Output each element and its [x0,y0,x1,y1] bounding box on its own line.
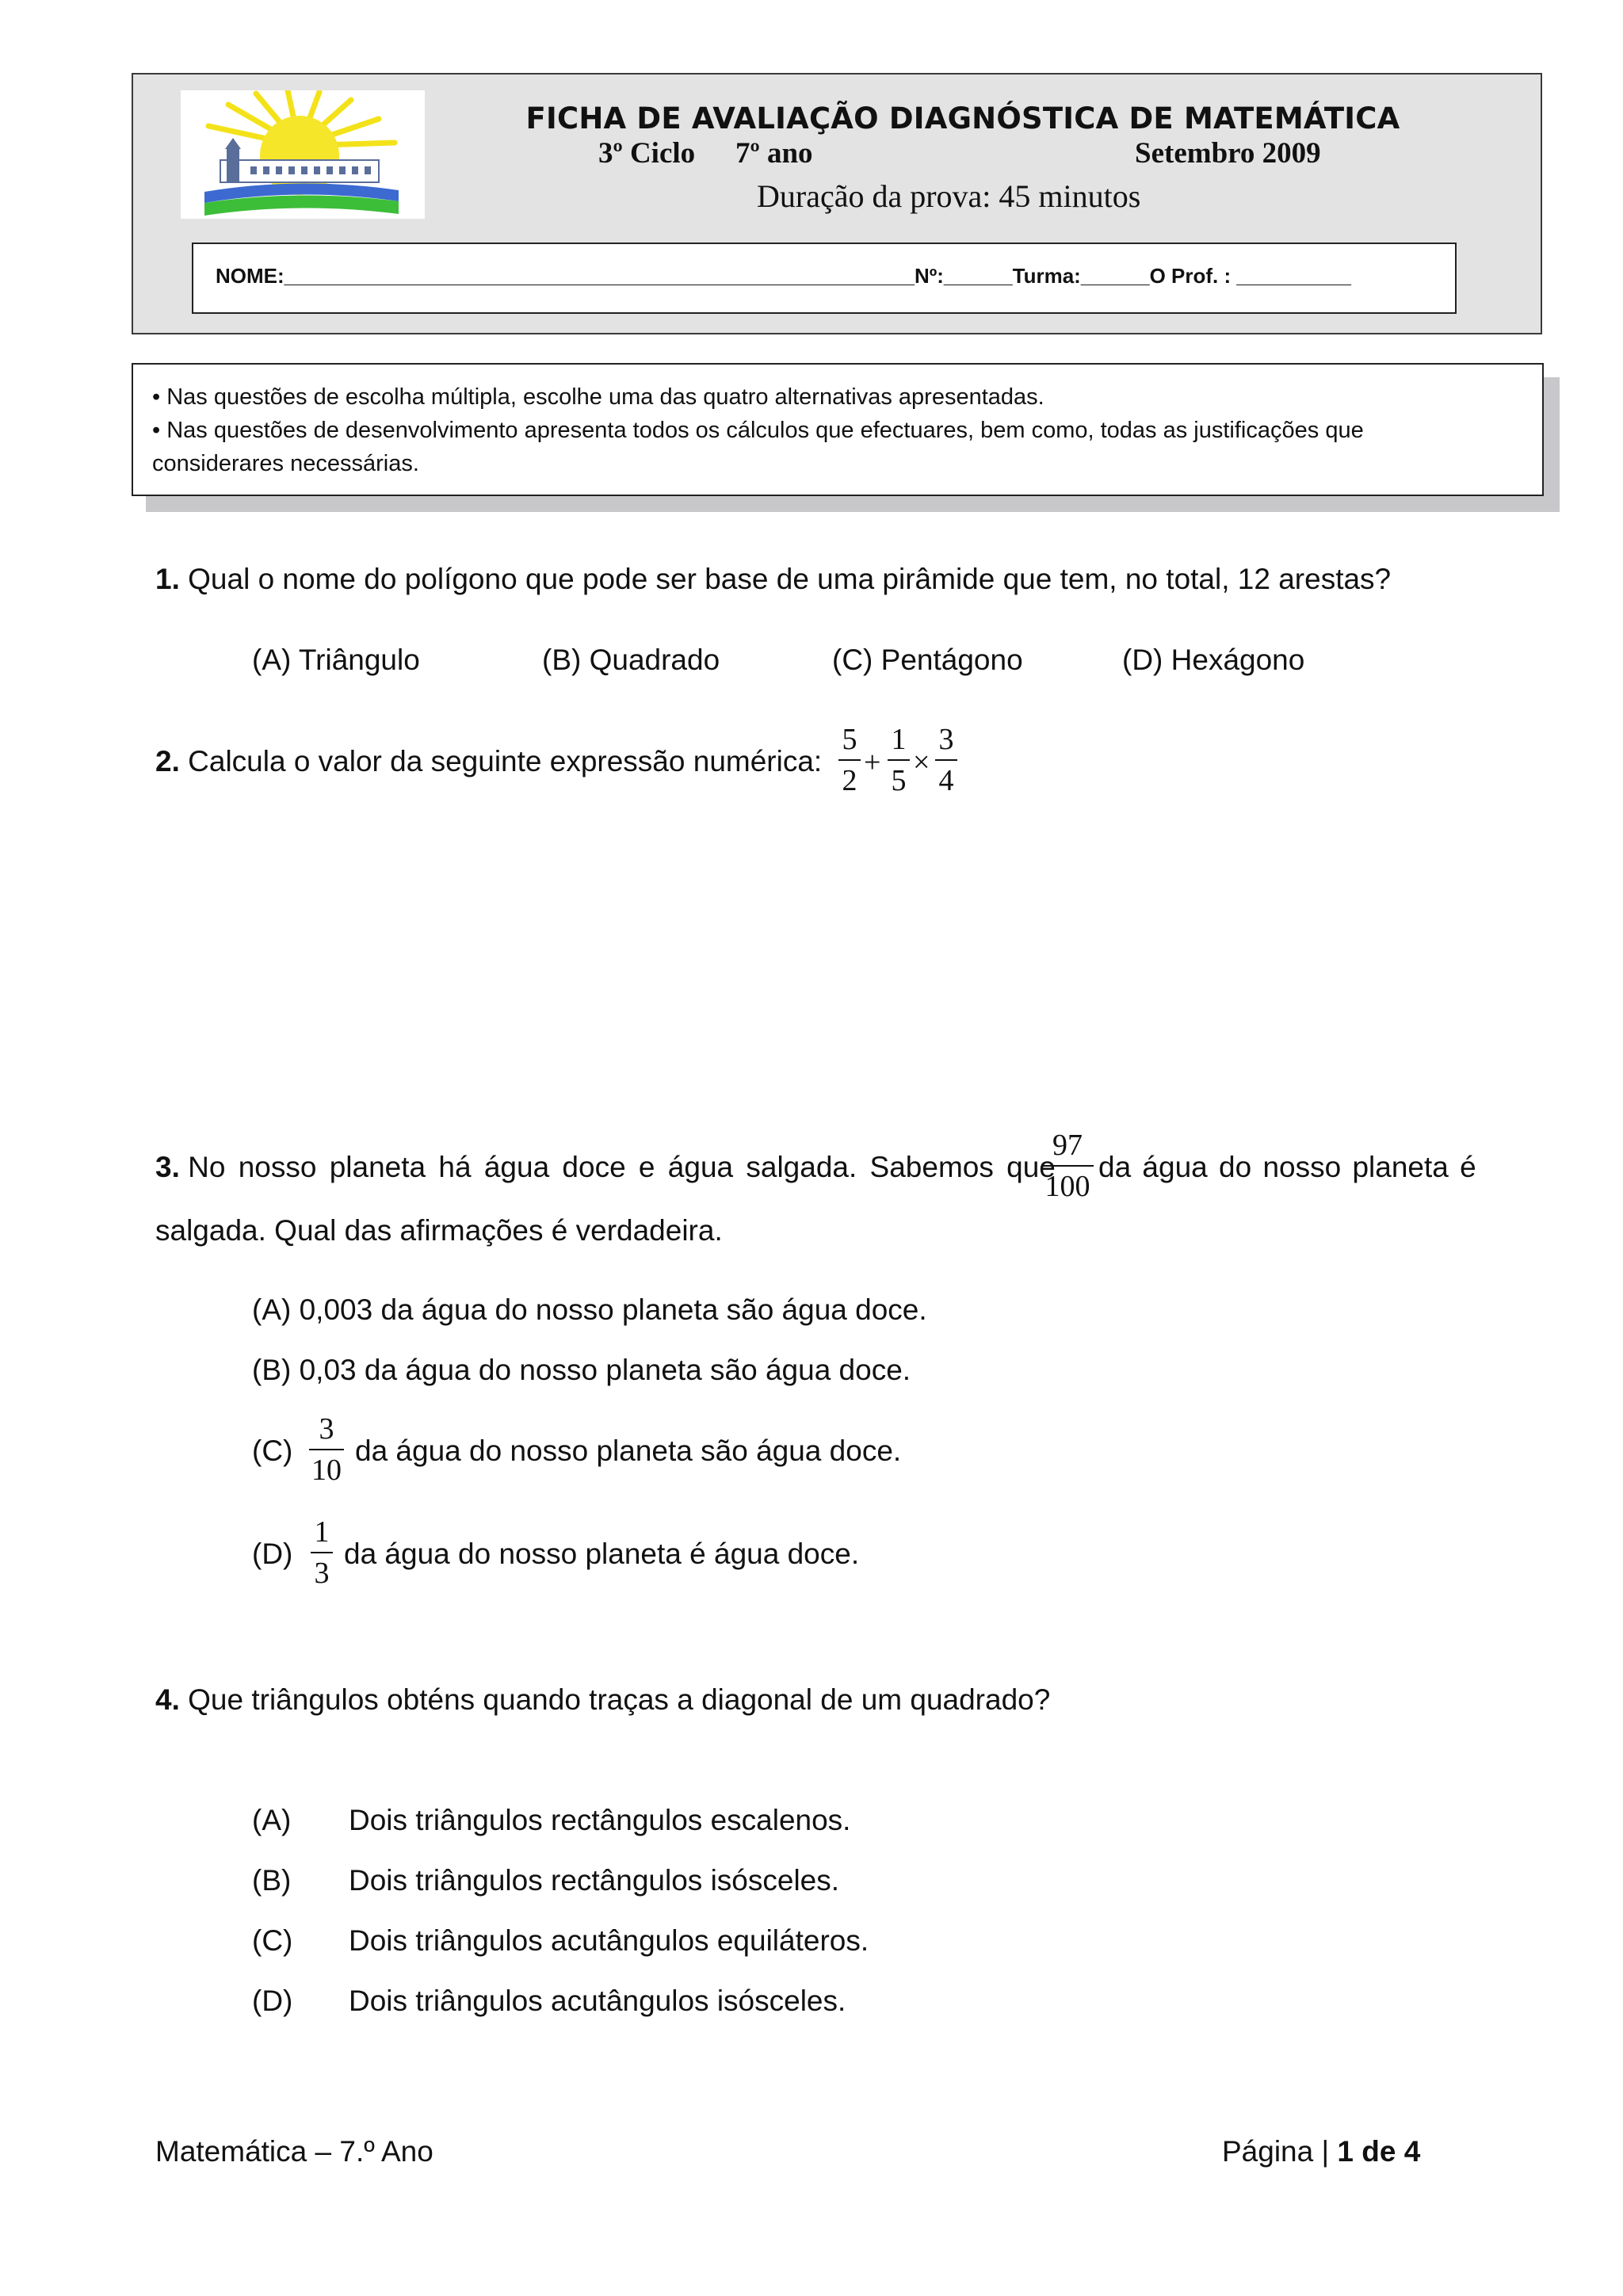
exam-date: Setembro 2009 [1135,137,1321,170]
q4-option-c-text: Dois triângulos acutângulos equiláteros. [349,1924,869,1957]
denominator: 2 [842,764,857,797]
school-cycle: 3º Ciclo [598,137,696,170]
instruction-line: considerares necessárias. [152,451,419,476]
q3-option-d-text: da água do nosso planeta é água doce. [344,1538,860,1570]
question-text-continued: da água do nosso planeta é [1098,1151,1476,1183]
question-number: 1. [155,563,180,595]
question-4 [155,1683,1050,1717]
denominator: 100 [1044,1170,1090,1203]
question-number: 4. [155,1683,180,1716]
instruction-line: • Nas questões de escolha múltipla, escolhe uma das quatro alternativas apresentadas. [152,384,1044,410]
times-operator: × [913,746,930,779]
footer-subject: Matemática – 7.º Ano [155,2135,433,2168]
q4-option-b-text: Dois triângulos rectângulos isósceles. [349,1864,840,1897]
numerator: 1 [888,724,910,761]
q3-option-d-fraction [311,1517,333,1588]
question-text: No nosso planeta há água doce e água salgada. Sabemos que [188,1151,1056,1183]
q1-option-d[interactable]: (D) Hexágono [1122,644,1305,676]
footer-page-count: 1 de 4 [1337,2135,1421,2168]
question-number: 2. [155,745,180,777]
question-text: Qual o nome do polígono que pode ser base de uma pirâmide que tem, no total, 12 arestas? [188,563,1392,595]
denominator: 4 [938,764,954,797]
question-text: Que triângulos obténs quando traças a diagonal de um quadrado? [188,1683,1051,1716]
student-id-fields[interactable]: NOME:_______________________________________________________Nº:______Turma:______O Prof. : __________ [216,264,1351,288]
expr-fraction-2 [888,724,910,796]
q3-option-c-fraction [309,1414,344,1485]
q4-option-a-text: Dois triângulos rectângulos escalenos. [349,1804,851,1836]
numerator: 5 [838,724,861,761]
question-number: 3. [155,1151,180,1183]
q3-fraction [1041,1130,1094,1201]
q3-option-b[interactable]: (B) 0,03 da água do nosso planeta são água doce. [252,1354,911,1386]
school-year: 7º ano [735,137,813,170]
expr-fraction-1 [838,724,861,796]
plus-operator: + [864,746,881,779]
expr-fraction-3 [935,724,957,796]
denominator: 3 [314,1557,330,1590]
question-text-line-2: salgada. Qual das afirmações é verdadeira. [155,1214,723,1247]
school-logo [181,90,425,219]
instruction-line: • Nas questões de desenvolvimento apresenta todos os cálculos que efectuares, bem como, todas as justificações que [152,418,1364,443]
numerator: 97 [1041,1130,1094,1167]
q3-option-d-label[interactable]: (D) [252,1538,293,1570]
footer-page-number [1222,2135,1420,2168]
q4-option-a-label[interactable]: (A) [252,1804,292,1836]
q1-option-b[interactable]: (B) Quadrado [542,644,720,676]
question-text: Calcula o valor da seguinte expressão numérica: [188,745,823,777]
numerator: 3 [309,1414,344,1450]
question-2 [155,745,822,778]
q3-option-a[interactable]: (A) 0,003 da água do nosso planeta são água doce. [252,1293,927,1326]
question-3 [155,1151,1056,1184]
denominator: 10 [311,1454,342,1487]
instructions-box [132,363,1544,496]
q3-option-c-label[interactable]: (C) [252,1435,293,1467]
footer-page-prefix: Página | [1222,2135,1338,2168]
q3-option-c-text: da água do nosso planeta são água doce. [355,1435,902,1467]
q4-option-d-label[interactable]: (D) [252,1985,293,2017]
question-1 [155,563,1391,596]
numerator: 1 [311,1517,333,1553]
numerator: 3 [935,724,957,761]
q4-option-b-label[interactable]: (B) [252,1864,292,1897]
exam-duration: Duração da prova: 45 minutos [757,178,1141,214]
denominator: 5 [891,764,907,797]
q1-option-a[interactable]: (A) Triângulo [252,644,420,676]
worksheet-title: FICHA DE AVALIAÇÃO DIAGNÓSTICA DE MATEMÁTICA [525,101,1400,136]
q4-option-d-text: Dois triângulos acutângulos isósceles. [349,1985,846,2017]
q4-option-c-label[interactable]: (C) [252,1924,293,1957]
q1-option-c[interactable]: (C) Pentágono [832,644,1023,676]
